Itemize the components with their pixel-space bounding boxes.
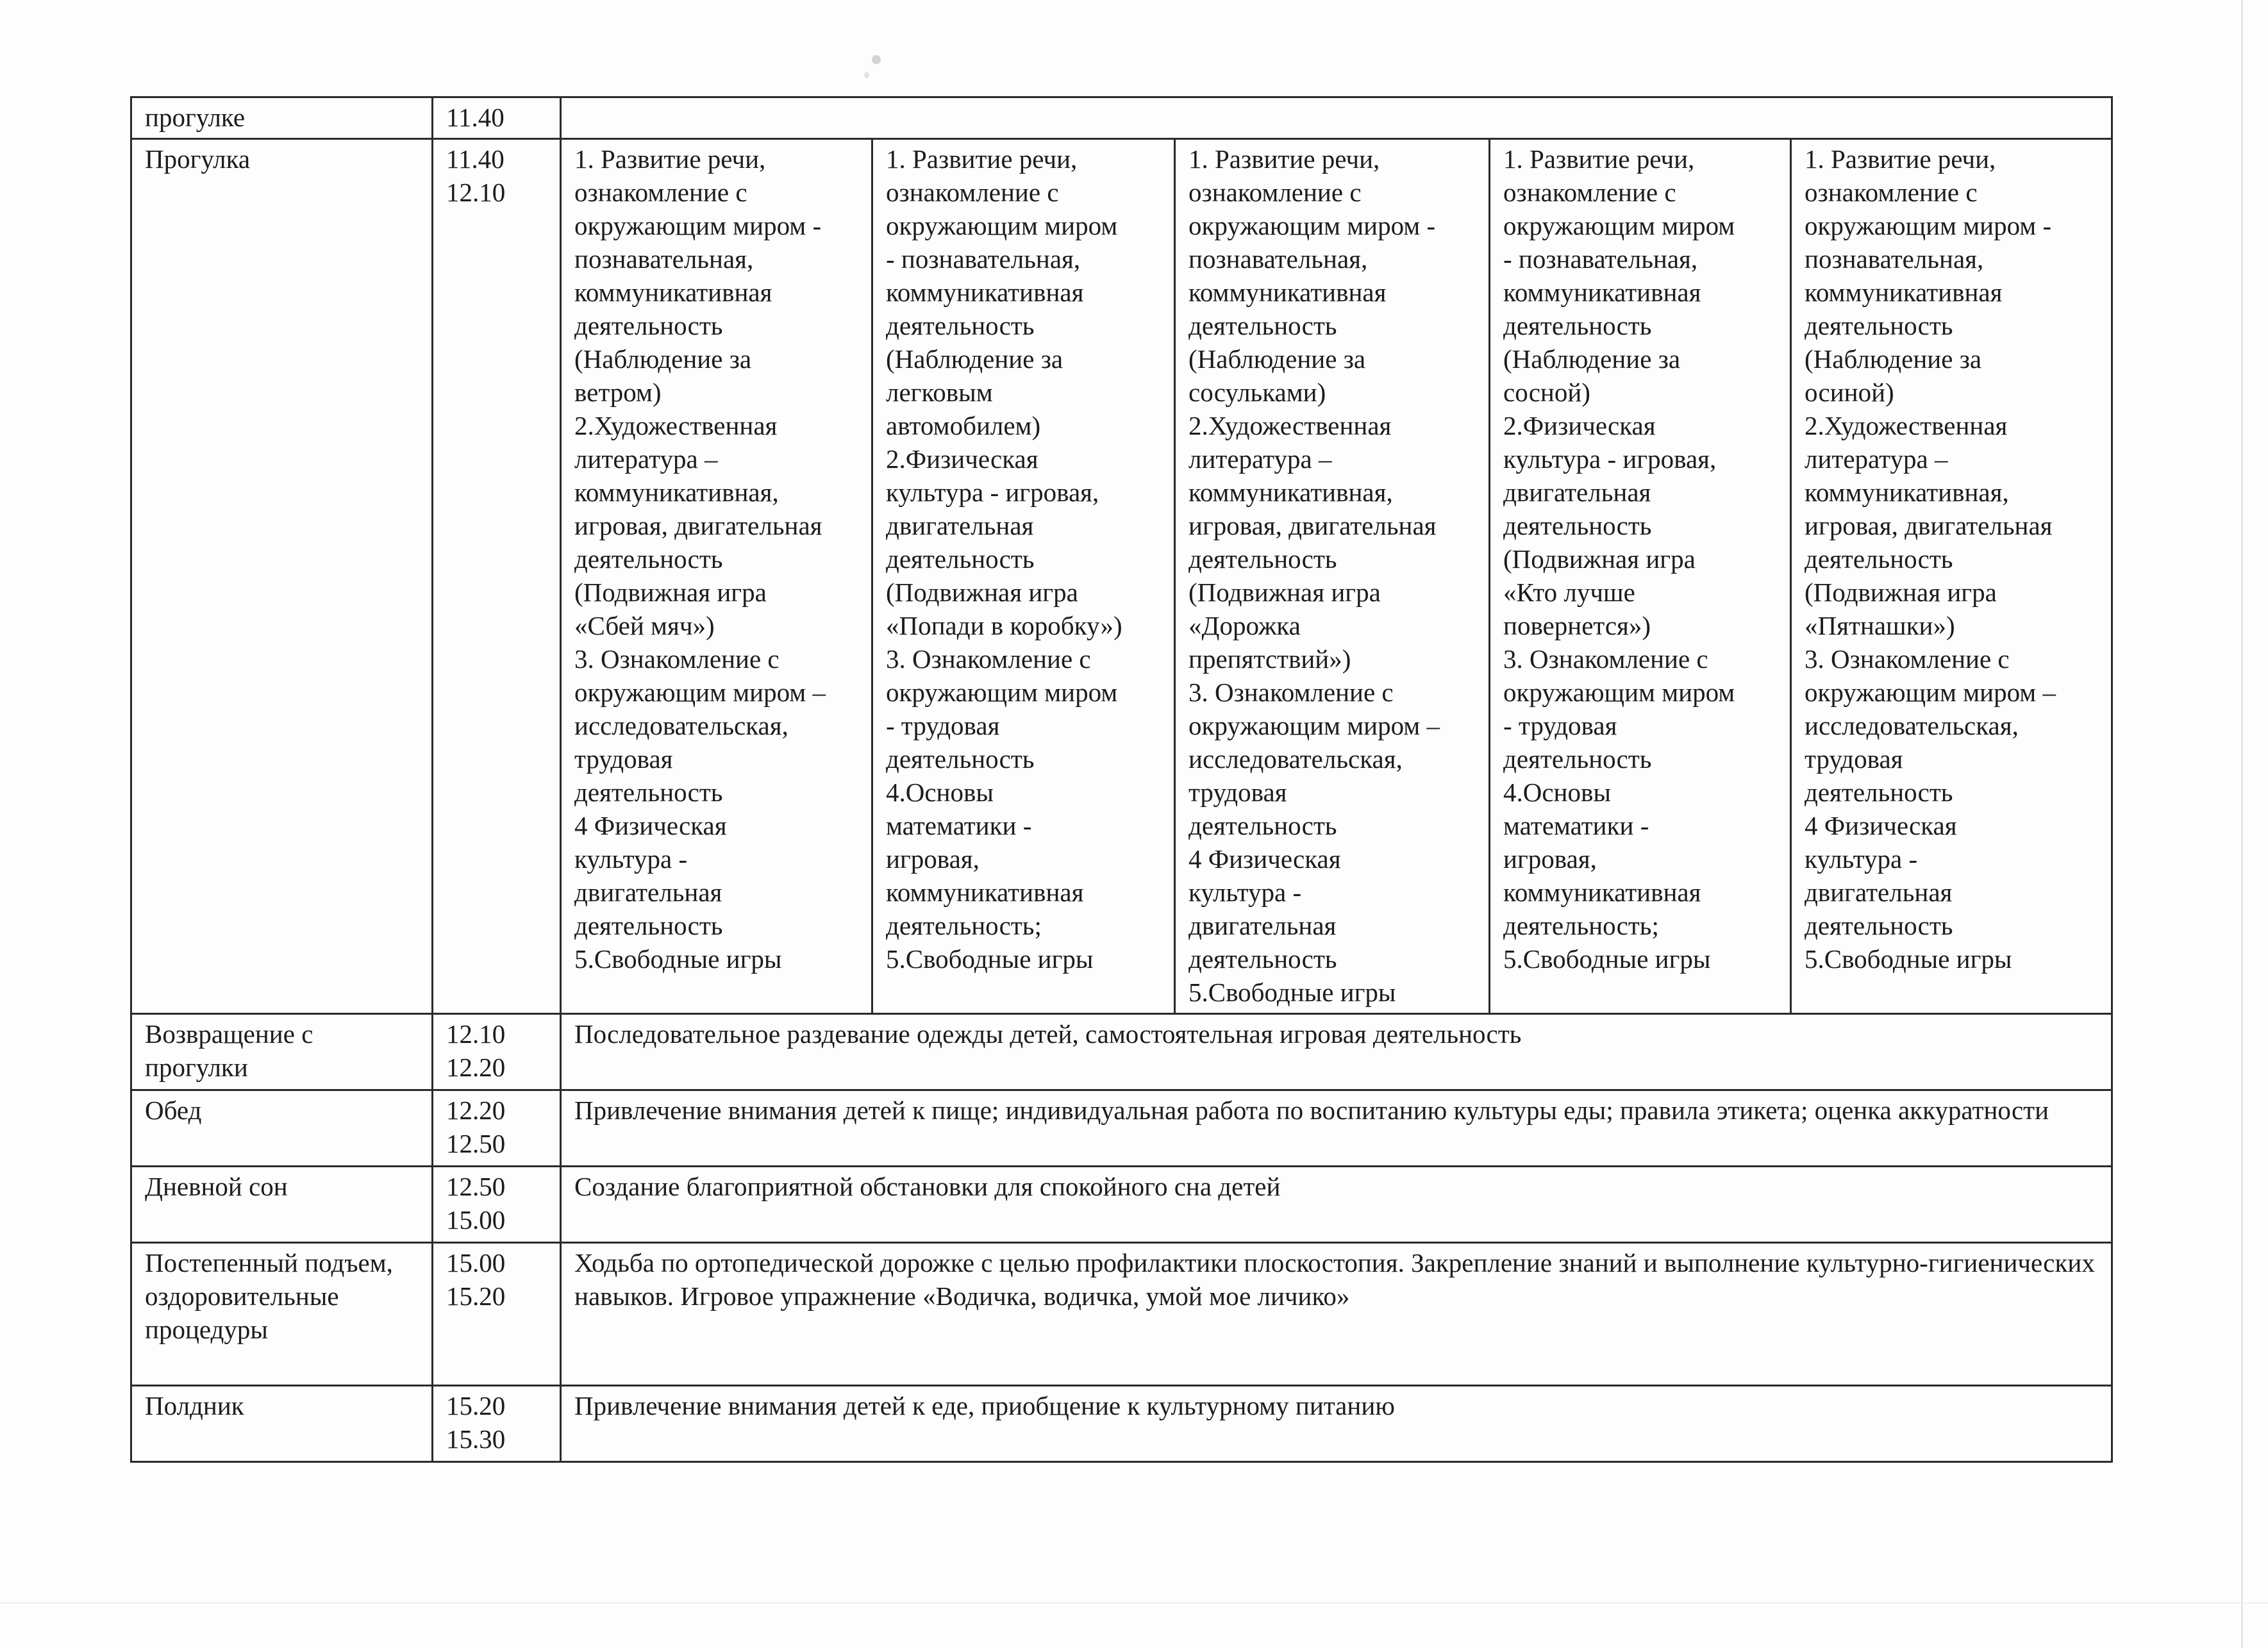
day-activity-line: игровая, двигательная bbox=[574, 511, 822, 540]
day-activity-line: «Попади в коробку») bbox=[886, 611, 1122, 640]
day-activity-line: (Наблюдение за bbox=[1188, 344, 1366, 374]
day-activity-line: коммуникативная bbox=[886, 278, 1084, 307]
day-activity-line: «Дорожка bbox=[1188, 611, 1301, 640]
table-row bbox=[131, 1386, 2112, 1462]
activity-name: Прогулка bbox=[131, 139, 433, 1014]
time-start: 11.40 bbox=[446, 144, 504, 174]
time-start: 15.20 bbox=[446, 1391, 506, 1420]
activity-description bbox=[561, 1386, 2112, 1462]
day-activity-line: познавательная, bbox=[1805, 244, 1984, 274]
day-activity-line: легковым bbox=[886, 378, 993, 407]
table-row bbox=[131, 139, 2112, 1014]
day-activity-line: культура - bbox=[574, 844, 688, 874]
day-activity-line: коммуникативная bbox=[1805, 278, 2003, 307]
day-activity-line: познавательная, bbox=[574, 244, 754, 274]
day-activity-line: 5.Свободные игры bbox=[886, 944, 1094, 974]
scan-edge-bottom bbox=[0, 1602, 2268, 1604]
description-text: Привлечение внимания детей к еде, приобщение к культурному питанию bbox=[574, 1391, 1395, 1420]
day-activity-line: окружающим миром - bbox=[1188, 211, 1436, 240]
day-activity-line: исследовательская, bbox=[1805, 711, 2019, 740]
day-activity-line: окружающим миром bbox=[886, 211, 1118, 240]
day-activity-line: (Подвижная игра bbox=[1188, 578, 1381, 607]
day-activity-line: 5.Свободные игры bbox=[574, 944, 782, 974]
day-activity-line: 3. Ознакомление с bbox=[1805, 644, 2010, 674]
day-activity-line: 2.Художественная bbox=[574, 411, 778, 440]
day-activity-line: ознакомление с bbox=[1805, 178, 1978, 207]
day-activity-line: математики - bbox=[886, 811, 1032, 840]
time-end: 12.20 bbox=[446, 1053, 506, 1082]
day-activity-line: игровая, двигательная bbox=[1188, 511, 1437, 540]
day-activity-line: деятельность bbox=[574, 311, 723, 340]
day-activity-line: деятельность bbox=[1805, 911, 1953, 940]
day-activity-line: - трудовая bbox=[1503, 711, 1617, 740]
day-activity-line: 1. Развитие речи, bbox=[1805, 144, 1996, 174]
day-activity-line: окружающим миром - bbox=[574, 211, 822, 240]
time-cell bbox=[433, 1090, 561, 1167]
day-activity-line: двигательная bbox=[574, 878, 722, 907]
day-activity-line: коммуникативная bbox=[1188, 278, 1387, 307]
day-activity-line: коммуникативная bbox=[574, 278, 772, 307]
time-cell bbox=[433, 139, 561, 1014]
day-activity-line: (Наблюдение за bbox=[1503, 344, 1681, 374]
day-cell-friday bbox=[1791, 139, 2112, 1014]
time-start: 15.00 bbox=[446, 1248, 506, 1278]
time-start: 11.40 bbox=[446, 103, 504, 132]
activity-name: Дневной сон bbox=[131, 1167, 433, 1243]
time-end: 12.10 bbox=[446, 178, 506, 207]
activity-name: Постепенный подъем, оздоровительные процедуры bbox=[131, 1243, 433, 1386]
table-row bbox=[131, 1014, 2112, 1090]
day-activity-line: деятельность bbox=[886, 311, 1035, 340]
day-activity-line: 1. Развитие речи, bbox=[1503, 144, 1695, 174]
description-text: Последовательное раздевание одежды детей, самостоятельная игровая деятельность bbox=[574, 1019, 1522, 1049]
day-activity-line: двигательная bbox=[1188, 911, 1337, 940]
day-activity-line: коммуникативная bbox=[1503, 878, 1701, 907]
time-cell bbox=[433, 1167, 561, 1243]
activity-name: Возвращение с прогулки bbox=[131, 1014, 433, 1090]
day-activity-line: 5.Свободные игры bbox=[1188, 978, 1396, 1007]
day-activity-line: - познавательная, bbox=[886, 244, 1081, 274]
day-activity-line: 4.Основы bbox=[1503, 778, 1611, 807]
day-activity-line: игровая, bbox=[1503, 844, 1597, 874]
day-activity-line: культура - игровая, bbox=[1503, 444, 1717, 474]
time-end: 12.50 bbox=[446, 1129, 506, 1158]
day-activity-line: (Наблюдение за bbox=[1805, 344, 1982, 374]
time-cell bbox=[433, 1386, 561, 1462]
day-activity-line: коммуникативная bbox=[886, 878, 1084, 907]
day-activity-line: (Подвижная игра bbox=[1503, 544, 1696, 574]
day-activity-line: литература – bbox=[1805, 444, 1948, 474]
day-activity-line: игровая, bbox=[886, 844, 980, 874]
description-text: Привлечение внимания детей к пище; индивидуальная работа по воспитанию культуры еды; правила этикета; оценка аккуратности bbox=[574, 1095, 2049, 1125]
day-activity-line: сосульками) bbox=[1188, 378, 1326, 407]
day-activity-line: (Подвижная игра bbox=[1805, 578, 1997, 607]
table-row bbox=[131, 1090, 2112, 1167]
day-activity-line: препятствий») bbox=[1188, 644, 1351, 674]
day-activity-line: двигательная bbox=[1503, 478, 1651, 507]
day-activity-line: деятельность bbox=[574, 778, 723, 807]
table-row bbox=[131, 1243, 2112, 1386]
scan-speck bbox=[864, 72, 869, 78]
day-activity-line: деятельность; bbox=[886, 911, 1042, 940]
day-activity-line: деятельность bbox=[1188, 811, 1337, 840]
day-activity-line: 1. Развитие речи, bbox=[574, 144, 766, 174]
day-activity-line: деятельность bbox=[886, 544, 1035, 574]
activity-description bbox=[561, 1243, 2112, 1386]
day-activity-line: коммуникативная bbox=[1503, 278, 1701, 307]
day-activity-line: 4 Физическая bbox=[574, 811, 727, 840]
day-activity-line: двигательная bbox=[1805, 878, 1953, 907]
day-activity-line: ознакомление с bbox=[574, 178, 747, 207]
day-activity-line: окружающим миром - bbox=[1805, 211, 2052, 240]
day-activity-line: коммуникативная, bbox=[1805, 478, 2009, 507]
daily-schedule-table bbox=[130, 96, 2113, 1463]
day-activity-line: деятельность; bbox=[1503, 911, 1659, 940]
table-row bbox=[131, 97, 2112, 139]
day-activity-line: 3. Ознакомление с bbox=[1503, 644, 1708, 674]
day-activity-line: деятельность bbox=[1188, 311, 1337, 340]
day-activity-line: литература – bbox=[1188, 444, 1332, 474]
day-activity-line: 1. Развитие речи, bbox=[1188, 144, 1380, 174]
day-activity-line: окружающим миром – bbox=[1805, 678, 2056, 707]
day-activity-line: трудовая bbox=[1805, 744, 1903, 774]
activity-name: Обед bbox=[131, 1090, 433, 1167]
day-activity-line: (Наблюдение за bbox=[574, 344, 752, 374]
activity-name: прогулке bbox=[131, 97, 433, 139]
day-cell-monday bbox=[561, 139, 872, 1014]
day-activity-line: математики - bbox=[1503, 811, 1649, 840]
day-cell-tuesday bbox=[872, 139, 1175, 1014]
day-activity-line: «Сбей мяч») bbox=[574, 611, 715, 640]
day-activity-line: деятельность bbox=[1503, 744, 1652, 774]
day-activity-line: - трудовая bbox=[886, 711, 1000, 740]
day-activity-line: исследовательская, bbox=[574, 711, 788, 740]
day-activity-line: литература – bbox=[574, 444, 718, 474]
day-activity-line: коммуникативная, bbox=[1188, 478, 1393, 507]
day-activity-line: познавательная, bbox=[1188, 244, 1368, 274]
day-activity-line: культура - игровая, bbox=[886, 478, 1099, 507]
day-activity-line: окружающим миром – bbox=[1188, 711, 1440, 740]
day-activity-line: трудовая bbox=[1188, 778, 1287, 807]
day-activity-line: окружающим миром bbox=[1503, 678, 1735, 707]
activity-description bbox=[561, 1090, 2112, 1167]
activity-description bbox=[561, 97, 2112, 139]
day-activity-line: деятельность bbox=[1188, 544, 1337, 574]
time-cell bbox=[433, 1014, 561, 1090]
day-cell-thursday bbox=[1490, 139, 1791, 1014]
description-text: Создание благоприятной обстановки для спокойного сна детей bbox=[574, 1172, 1281, 1201]
day-activity-line: автомобилем) bbox=[886, 411, 1041, 440]
day-activity-line: двигательная bbox=[886, 511, 1034, 540]
day-activity-line: «Пятнашки») bbox=[1805, 611, 1955, 640]
day-activity-line: (Подвижная игра bbox=[886, 578, 1078, 607]
day-activity-line: ознакомление с bbox=[886, 178, 1059, 207]
day-activity-line: деятельность bbox=[1805, 778, 1953, 807]
day-activity-line: 1. Развитие речи, bbox=[886, 144, 1078, 174]
day-activity-line: деятельность bbox=[1503, 511, 1652, 540]
day-activity-line: деятельность bbox=[1805, 311, 1953, 340]
time-start: 12.20 bbox=[446, 1095, 506, 1125]
day-activity-line: 2.Художественная bbox=[1805, 411, 2008, 440]
table-row bbox=[131, 1167, 2112, 1243]
day-activity-line: деятельность bbox=[574, 544, 723, 574]
day-activity-line: трудовая bbox=[574, 744, 673, 774]
day-activity-line: (Подвижная игра bbox=[574, 578, 767, 607]
day-activity-line: - познавательная, bbox=[1503, 244, 1698, 274]
day-activity-line: деятельность bbox=[1503, 311, 1652, 340]
day-activity-line: ознакомление с bbox=[1188, 178, 1362, 207]
activity-description bbox=[561, 1167, 2112, 1243]
scan-edge-right bbox=[2241, 0, 2243, 1648]
day-activity-line: 2.Художественная bbox=[1188, 411, 1392, 440]
day-activity-line: «Кто лучше bbox=[1503, 578, 1635, 607]
time-start: 12.10 bbox=[446, 1019, 506, 1049]
day-activity-line: культура - bbox=[1805, 844, 1918, 874]
day-activity-line: 4.Основы bbox=[886, 778, 994, 807]
day-activity-line: деятельность bbox=[1805, 544, 1953, 574]
day-activity-line: окружающим миром – bbox=[574, 678, 826, 707]
description-text: Ходьба по ортопедической дорожке с целью профилактики плоскостопия. Закрепление знаний и выполнение культурно-гигиенических навыков. Игровое упражнение «Водичка, водичка, умой мое личико» bbox=[574, 1248, 2095, 1311]
day-activity-line: окружающим миром bbox=[886, 678, 1118, 707]
day-activity-line: деятельность bbox=[1188, 944, 1337, 974]
activity-description bbox=[561, 1014, 2112, 1090]
day-activity-line: деятельность bbox=[574, 911, 723, 940]
time-start: 12.50 bbox=[446, 1172, 506, 1201]
day-activity-line: (Наблюдение за bbox=[886, 344, 1063, 374]
day-activity-line: 5.Свободные игры bbox=[1503, 944, 1711, 974]
day-activity-line: культура - bbox=[1188, 878, 1302, 907]
day-activity-line: 3. Ознакомление с bbox=[1188, 678, 1394, 707]
time-end: 15.20 bbox=[446, 1281, 506, 1311]
day-activity-line: игровая, двигательная bbox=[1805, 511, 2053, 540]
time-cell bbox=[433, 1243, 561, 1386]
day-cell-wednesday bbox=[1175, 139, 1490, 1014]
day-activity-line: 4 Физическая bbox=[1188, 844, 1341, 874]
time-cell bbox=[433, 97, 561, 139]
day-activity-line: коммуникативная, bbox=[574, 478, 779, 507]
day-activity-line: 3. Ознакомление с bbox=[886, 644, 1091, 674]
scan-speck bbox=[872, 55, 881, 64]
day-activity-line: окружающим миром bbox=[1503, 211, 1735, 240]
time-end: 15.30 bbox=[446, 1424, 506, 1454]
day-activity-line: ветром) bbox=[574, 378, 662, 407]
day-activity-line: 2.Физическая bbox=[886, 444, 1038, 474]
day-activity-line: деятельность bbox=[886, 744, 1035, 774]
day-activity-line: 5.Свободные игры bbox=[1805, 944, 2012, 974]
day-activity-line: 3. Ознакомление с bbox=[574, 644, 780, 674]
day-activity-line: 4 Физическая bbox=[1805, 811, 1957, 840]
time-end: 15.00 bbox=[446, 1205, 506, 1235]
day-activity-line: осиной) bbox=[1805, 378, 1894, 407]
activity-name: Полдник bbox=[131, 1386, 433, 1462]
day-activity-line: ознакомление с bbox=[1503, 178, 1676, 207]
day-activity-line: 2.Физическая bbox=[1503, 411, 1656, 440]
day-activity-line: повернется») bbox=[1503, 611, 1651, 640]
day-activity-line: сосной) bbox=[1503, 378, 1590, 407]
day-activity-line: исследовательская, bbox=[1188, 744, 1403, 774]
